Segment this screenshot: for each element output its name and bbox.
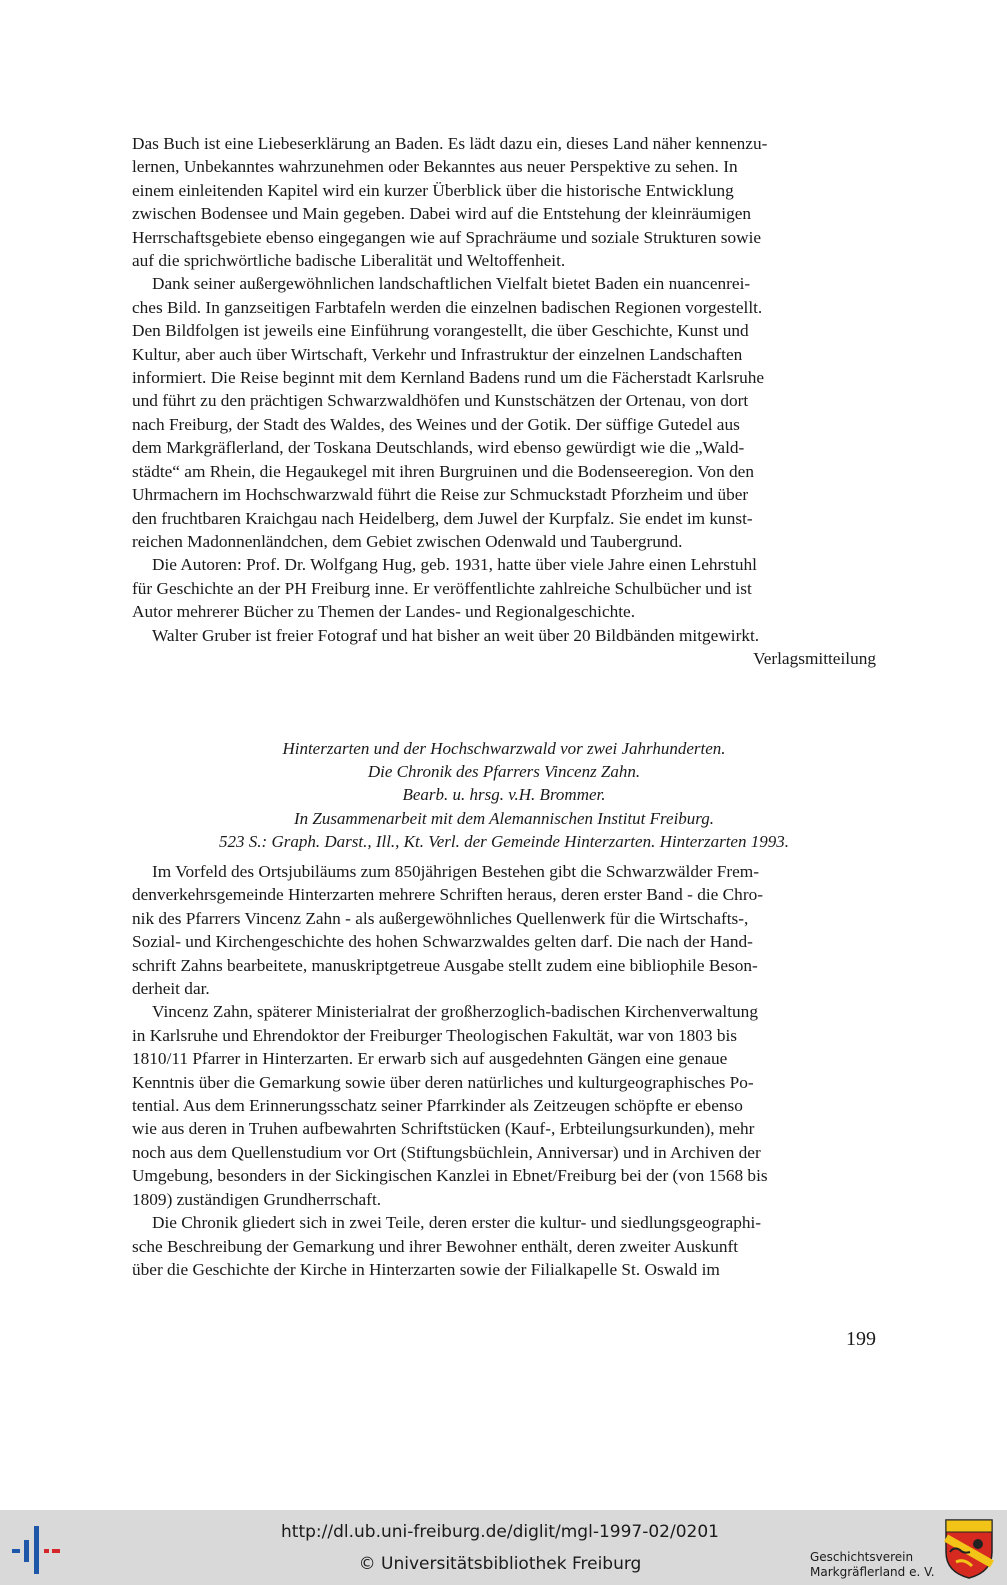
review-2-paragraph-3: Die Chronik gliedert sich in zwei Teile, deren erster die kultur- und siedlungsgeographi- sche Beschreibung der Gemarkung und ihrer Bewohner enthält, deren zweiter Auskunft über die Geschichte der Kirche in Hinterzarten sowie der Filialkapelle St. Oswald im [132,1213,762,1279]
review-2-body [132,860,876,1281]
review-2-paragraph-2: Vincenz Zahn, späterer Ministerialrat der großherzoglich-badischen Kirchenverwaltung in Karlsruhe und Ehrendoktor der Freiburger Theologischen Fakultät, war von 1803 bis 1810/11 Pfarrer in Hinterzarten. Er erwarb sich auf ausgedehnten Gängen eine genaue Kenntnis über die Gemarkung sowie über deren natürliches und kulturgeographisches Po- tential. Aus dem Erinnerungsschatz seiner Pfarrkinder als Zeitzeugen schöpfte er ebenso wie aus deren in Truhen aufbewahrten Schriftstücken (Kauf-, Erbteilungsurkunden), mehr noch aus dem Quellenstudium vor Ort (Stiftungsbüchlein, Anniversar) und in Archiven der Umgebung, besonders in der Sickingischen Kanzlei in Ebnet/Freiburg bei der (von 1568 bis 1809) zuständigen Grundherrschaft. [132,1002,768,1209]
review-2-paragraph-1: Im Vorfeld des Ortsjubiläums zum 850jährigen Bestehen gibt die Schwarzwälder Frem- denverkehrsgemeinde Hinterzarten mehrere Schriften heraus, deren erster Band - die Chro- nik des Pfarrers Vincenz Zahn - als außergewöhnliches Quellenwerk für die Wirtschafts-, Sozial- und Kirchengeschichte des hohen Schwarzwaldes gelten darf. Die nach der Hand- schrift Zahns bearbeitete, manuskriptgetreue Ausgabe stellt zudem eine bibliophile Beson- derheit dar. [132,862,763,999]
review-1-signature: Verlagsmitteilung [753,648,876,668]
society-name-line-1: Geschichtsverein [810,1550,914,1564]
book-subtitle: Die Chronik des Pfarrers Vincenz Zahn. [367,762,641,782]
book-title: Hinterzarten und der Hochschwarzwald vor zwei Jahrhunderten. [282,739,726,758]
society-name-line-2: Markgräflerland e. V. [810,1565,935,1579]
review-1-paragraph-3: Die Autoren: Prof. Dr. Wolfgang Hug, geb. 1931, hatte über viele Jahre einen Lehrstuhl für Geschichte an der PH Freiburg inne. Er veröffentlichte zahlreiche Schulbücher und ist Autor mehrerer Bücher zu Themen der Landes- und Regionalgeschichte. [132,555,757,622]
society-name [810,1550,935,1580]
review-1-body [132,132,876,670]
footer-copyright: © Universitätsbibliothek Freiburg [358,1554,642,1574]
ub-freiburg-logo-icon [8,1524,64,1576]
book-publication-details: 523 S.: Graph. Darst., Ill., Kt. Verl. der Gemeinde Hinterzarten. Hinterzarten 1993. [219,831,789,851]
review-1-paragraph-4: Walter Gruber ist freier Fotograf und hat bisher an weit über 20 Bildbänden mitgewirkt. [152,625,760,645]
book-editor: Bearb. u. hrsg. v.H. Brommer. [402,785,606,805]
footer-url-link[interactable]: http://dl.ub.uni-freiburg.de/diglit/mgl-1997-02/0201 [281,1522,719,1542]
footer-bar [0,1510,1007,1585]
review-1-paragraph-1: Das Buch ist eine Liebeserklärung an Baden. Es lädt dazu ein, dieses Land näher kennenzu- lernen, Unbekanntes wahrzunehmen oder Bekanntes aus neuer Perspektive zu sehen. In einem einleitenden Kapitel wird ein kurzer Überblick über die historische Entwicklung zwischen Bodensee und Main gegeben. Dabei wird auf die Entstehung der kleinräumigen Herrschaftsgebiete ebenso eingegangen wie auf Sprachräume und soziale Strukturen sowie auf die sprichwörtliche badische Liberalität und Weltoffenheit. [132,134,768,271]
bibliographic-header [132,737,876,853]
review-1-paragraph-2: Dank seiner außergewöhnlichen landschaftlichen Vielfalt bietet Baden ein nuancenrei- ches Bild. In ganzseitigen Farbtafeln werden die einzelnen badischen Regionen vorgestellt. Den Bildfolgen ist jeweils eine Einführung vorangestellt, die über Geschichte, Kunst und Kultur, aber auch über Wirtschaft, Verkehr und Infrastruktur der einzelnen Landschaften informiert. Die Reise beginnt mit dem Kernland Badens rund um die Fächerstadt Karlsruhe und führt zu den prächtigen Schwarzwaldhöfen und Kunstschätzen der Ortenau, von dort nach Freiburg, der Stadt des Waldes, des Weines und der Gotik. Der süffige Gutedel aus dem Markgräflerland, der Toskana Deutschlands, wird ebenso gewürdigt wie die „Wald- städte“ am Rhein, die Hegaukegel mit ihren Burgruinen und die Bodenseeregion. Von den Uhrmachern im Hochschwarzwald führt die Reise zur Schmuckstadt Pforzheim und über den fruchtbaren Kraichgau nach Heidelberg, dem Juwel der Kurpfalz. Sie endet im kunst- reichen Madonnenländchen, dem Gebiet zwischen Odenwald und Taubergrund. [132,274,765,551]
coat-of-arms-icon [944,1518,994,1580]
book-collaboration: In Zusammenarbeit mit dem Alemannischen Institut Freiburg. [293,808,715,828]
page-number: 199 [846,1328,876,1350]
